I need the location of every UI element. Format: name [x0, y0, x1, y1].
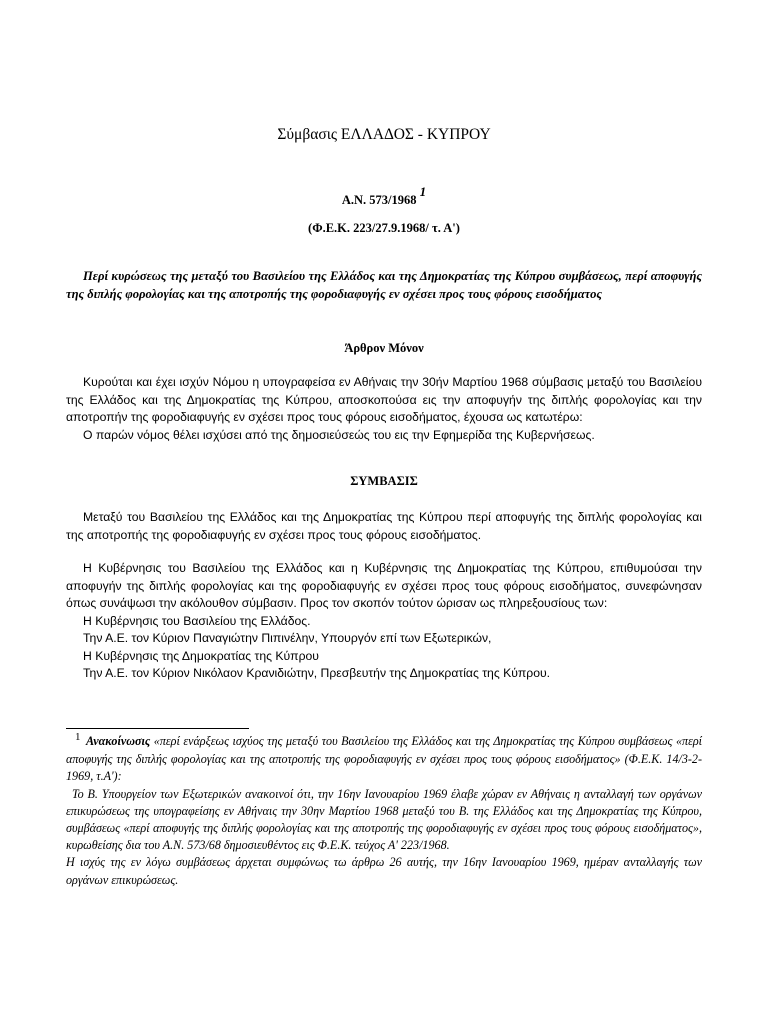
convention-party: Η Κυβέρνησις της Δημοκρατίας της Κύπρου: [83, 648, 319, 663]
convention-body: [66, 560, 702, 683]
footnote-lead-text: «περί ενάρξεως ισχύος της μεταξύ του Βασιλείου της Ελλάδος και της Δημοκρατίας της Κύπρου συμβάσεως «περί αποφυγής της διπλής φορολογίας και της αποτροπής της φοροδιαφυγής εν σχέσει προς τους φόρους εισοδήματος» (Φ.Ε.Κ. 14/3-2-1969, τ.Α'):: [66, 734, 702, 784]
footnote-reference: 1: [419, 183, 427, 199]
article-heading: Άρθρον Μόνον: [344, 341, 424, 355]
convention-plenipotentiary: Την Α.Ε. τον Κύριον Παναγιώτην Πιπινέλην, Υπουργόν επί των Εξωτερικών,: [83, 631, 492, 645]
footnote-closing: Η ισχύς της εν λόγω συμβάσεως άρχεται συμφώνως τω άρθρω 26 αυτής, την 16ην Ιανουαρίου 1969, ημέραν ανταλλαγής των οργάνων επικυρώσεως.: [66, 855, 702, 887]
gazette-reference: (Φ.Ε.Κ. 223/27.9.1968/ τ. Α'): [308, 221, 460, 235]
article-body: [66, 374, 702, 444]
footnote-label: Ανακοίνωσις: [86, 734, 151, 748]
convention-plenipotentiary: Την Α.Ε. τον Κύριον Νικόλαον Κρανιδιώτην, Πρεσβευτήν της Δημοκρατίας της Κύπρου.: [83, 666, 551, 680]
law-subject: [66, 268, 702, 303]
convention-intro: [66, 509, 702, 544]
footnote-separator: [66, 728, 249, 729]
law-subject-text: Περί κυρώσεως της μεταξύ του Βασιλείου της Ελλάδος και της Δημοκρατίας της Κύπρου συμβάσεως, περί αποφυγής της διπλής φορολογίας και της αποτροπής της φοροδιαφυγής εν σχέσει προς τους φόρους εισοδήματος: [66, 269, 702, 301]
convention-paragraph: Η Κυβέρνησις του Βασιλείου της Ελλάδος και η Κυβέρνησις της Δημοκρατίας της Κύπρου, επιθυμούσαι την αποφυγήν της διπλής φορολογίας και της φοροδιαφυγής εν σχέσει προς τους φόρους εισοδήματος, συνεφώνησαν όπως συνάψωσι την ακόλουθον σύμβασιν. Προς τον σκοπόν τούτον ώρισαν ως πληρεξουσίους των:: [66, 561, 702, 610]
law-number: [0, 183, 768, 208]
convention-party: Η Κυβέρνησις του Βασιλείου της Ελλάδος.: [83, 613, 311, 628]
footnote-mark: 1: [75, 731, 81, 743]
footnote-body: Το Β. Υπουργείον των Εξωτερικών ανακοινοί ότι, την 16ην Ιανουαρίου 1969 έλαβε χώραν εν Αθήναις η ανταλλαγή των οργάνων επικυρώσεως της υπογραφείσης εν Αθήναις την 30ην Μαρτίου 1968 μεταξύ του Β. της Ελλάδος και της Δημοκρατίας της Κύπρου, συμβάσεως «περί αποφυγής της διπλής φορολογίας και της αποτροπής της φοροδιαφυγής εν σχέσει προς τους φόρους εισοδήματος», κυρωθείσης δια του Α.Ν. 573/68 δημοσιευθέντος εις Φ.Ε.Κ. τεύχος Α' 223/1968.: [66, 786, 702, 853]
document-title: Σύμβασις ΕΛΛΑΔΟΣ - ΚΥΠΡΟΥ: [277, 126, 491, 143]
convention-intro-text: Μεταξύ του Βασιλείου της Ελλάδος και της Δημοκρατίας της Κύπρου περί αποφυγής της διπλής φορολογίας και της αποτροπής της φοροδιαφυγής εν σχέσει προς τους φόρους εισοδήματος.: [66, 510, 702, 542]
article-paragraph: Ο παρών νόμος θέλει ισχύσει από της δημοσιεύσεώς του εις την Εφημερίδα της Κυβερνήσεως.: [83, 427, 595, 442]
footnote: [66, 733, 702, 889]
footnote-lead: [66, 733, 702, 786]
law-number-text: Α.Ν. 573/1968: [341, 193, 417, 207]
convention-heading: ΣΥΜΒΑΣΙΣ: [350, 474, 418, 488]
article-paragraph: Κυρούται και έχει ισχύν Νόμου η υπογραφείσα εν Αθήναις την 30ήν Μαρτίου 1968 σύμβασις μεταξύ του Βασιλείου της Ελλάδος και της Δημοκρατίας της Κύπρου, αποσκοπούσα εις την αποφυγήν της διπλής φορολογίας και την αποτροπήν της φοροδιαφυγής εν σχέσει προς τους φόρους εισοδήματος, έχουσα ως κατωτέρω:: [66, 375, 702, 424]
